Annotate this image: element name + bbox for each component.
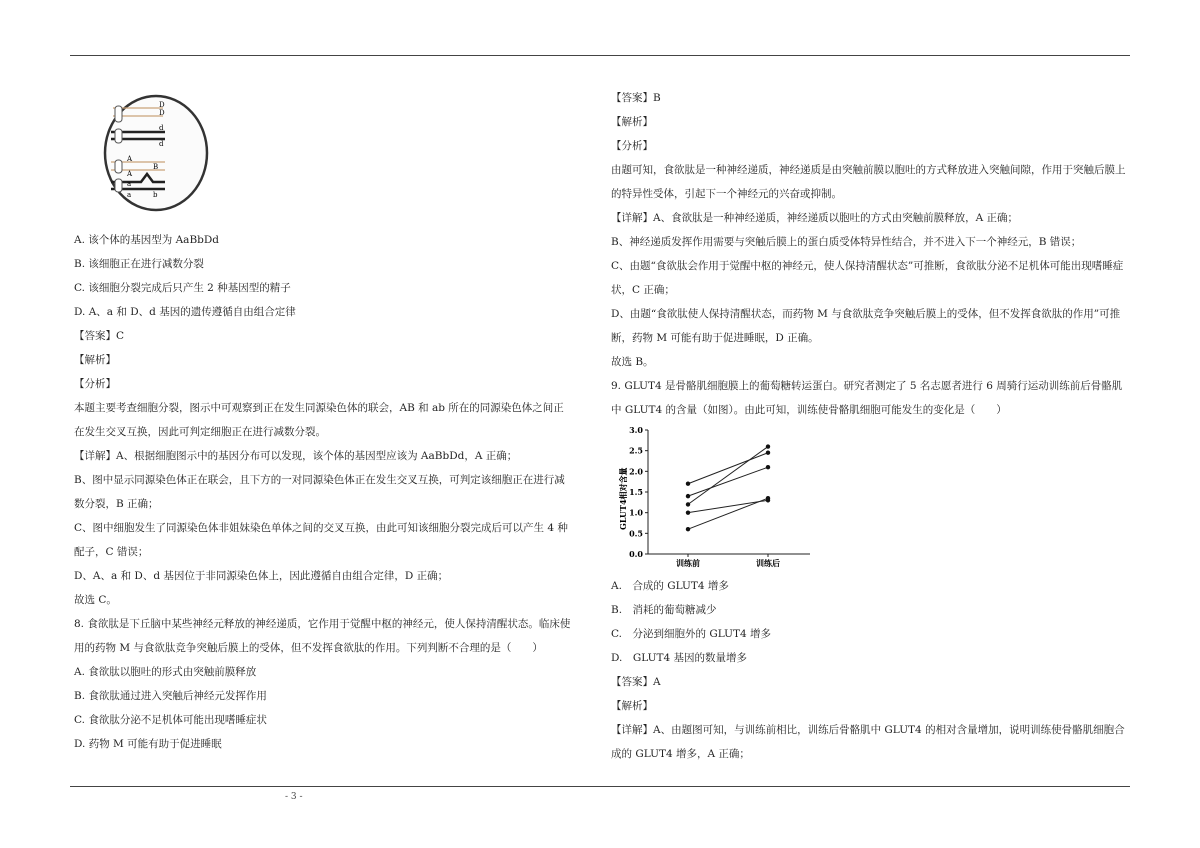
series-line <box>688 467 768 496</box>
gene-label: d <box>159 140 164 148</box>
option-c: C. 该细胞分裂完成后只产生 2 种基因型的精子 <box>74 282 291 294</box>
detail-c: C、图中细胞发生了同源染色体非姐妹染色单体之间的交叉互换，由此可知该细胞分裂完成后可以产生 4 种配子，C 错误； <box>74 522 568 558</box>
y-tick-label: 2.5 <box>629 445 643 456</box>
detail-d: D、A、a 和 D、d 基因位于非同源染色体上，因此遵循自由组合定律，D 正确； <box>74 570 449 582</box>
y-tick-label: 3.0 <box>629 425 643 435</box>
q8-conclusion: 故选 B。 <box>611 356 654 368</box>
conclusion: 故选 C。 <box>74 594 117 606</box>
series-line <box>688 447 768 505</box>
data-point <box>686 527 690 531</box>
series-line <box>688 498 768 529</box>
x-tick-label: 训练前 <box>676 558 700 568</box>
q9-option-d: D. GLUT4 基因的数量增多 <box>611 652 748 664</box>
gene-label: b <box>153 191 158 199</box>
detail-a: 【详解】A、根据细胞图示中的基因分布可以发现，该个体的基因型应该为 AaBbDd，A 正确； <box>74 450 518 462</box>
glut4-chart-svg <box>612 420 822 570</box>
gene-label: d <box>159 124 164 132</box>
q8-analysis-text: 由题可知，食欲肽是一种神经递质，神经递质是由突触前膜以胞吐的方式释放进入突触间隙，作用于突触后膜上的特异性受体，引起下一个神经元的兴奋或抑制。 <box>611 164 1126 200</box>
y-tick-label: 1.0 <box>629 507 643 518</box>
gene-label: D <box>159 109 165 117</box>
q8-option-b: B. 食欲肽通过进入突触后神经元发挥作用 <box>74 690 267 702</box>
page-number: - 3 - <box>285 792 303 802</box>
q8-detail-a: 【详解】A、食欲肽是一种神经递质，神经递质以胞吐的方式由突触前膜释放，A 正确； <box>611 212 1019 224</box>
series-line <box>688 453 768 484</box>
analysis-text: 本题主要考查细胞分裂，图示中可观察到正在发生同源染色体的联会，AB 和 ab 所在的同源染色体之间正在发生交叉互换，因此可判定细胞正在进行减数分裂。 <box>74 402 564 438</box>
glut4-chart <box>612 420 822 570</box>
y-tick-label: 0.0 <box>629 549 643 559</box>
q8-detail-d: D、由题“食欲肽使人保持清醒状态，而药物 M 与食欲肽竞争突触后膜上的受体，但不发挥食欲肽的作用”可推断，药物 M 可能有助于促进睡眠，D 正确。 <box>611 308 1121 344</box>
data-point <box>766 444 770 448</box>
left-column <box>74 228 574 756</box>
y-tick-label: 0.5 <box>629 528 643 539</box>
question-9: 9. GLUT4 是骨骼肌细胞膜上的葡萄糖转运蛋白。研究者测定了 5 名志愿者进行 6 周骑行运动训练前后骨骼肌中 GLUT4 的含量（如图）。由此可知，训练使骨骼肌细胞可能发生的变化是（ ） <box>611 380 1123 416</box>
right-column-top <box>611 86 1131 422</box>
gene-label: D <box>159 101 165 109</box>
q9-detail-a: 【详解】A、由题图可知，与训练前相比，训练后骨骼肌中 GLUT4 的相对含量增加，说明训练使骨骼肌细胞合成的 GLUT4 增多，A 正确； <box>611 724 1125 760</box>
answer: 【答案】C <box>74 330 125 342</box>
q9-option-b: B. 消耗的葡萄糖减少 <box>611 604 717 616</box>
analysis-subheading: 【分析】 <box>74 378 116 390</box>
option-b: B. 该细胞正在进行减数分裂 <box>74 258 204 270</box>
analysis-heading: 【解析】 <box>74 354 116 366</box>
gene-label: A <box>127 155 133 163</box>
data-point <box>766 451 770 455</box>
series-line <box>688 500 768 512</box>
gene-label: a <box>127 180 132 188</box>
q9-analysis-heading: 【解析】 <box>611 700 653 712</box>
data-point <box>766 465 770 469</box>
q8-analysis-subheading: 【分析】 <box>611 140 653 152</box>
q8-detail-c: C、由题“食欲肽会作用于觉醒中枢的神经元，使人保持清醒状态”可推断，食欲肽分泌不足机体可能出现嗜睡症状，C 正确； <box>611 260 1124 296</box>
q9-answer: 【答案】A <box>611 676 661 688</box>
y-tick-label: 1.5 <box>629 487 643 497</box>
y-axis-label: GLUT4相对含量 <box>618 467 628 530</box>
data-point <box>686 494 690 498</box>
q9-option-c: C. 分泌到细胞外的 GLUT4 增多 <box>611 628 771 640</box>
q8-option-d: D. 药物 M 可能有助于促进睡眠 <box>74 738 222 750</box>
q9-option-a: A. 合成的 GLUT4 增多 <box>611 580 729 592</box>
data-point <box>686 510 690 514</box>
option-d: D. A、a 和 D、d 基因的遗传遵循自由组合定律 <box>74 306 296 318</box>
y-tick-label: 2.0 <box>629 466 643 477</box>
q8-detail-b: B、神经递质发挥作用需要与突触后膜上的蛋白质受体特异性结合，并不进入下一个神经元，B 错误； <box>611 236 1082 248</box>
right-column-bottom <box>611 574 1131 766</box>
q8-option-a: A. 食欲肽以胞吐的形式由突触前膜释放 <box>74 666 257 678</box>
data-point <box>766 496 770 500</box>
x-tick-label: 训练后 <box>756 558 780 568</box>
question-8: 8. 食欲肽是下丘脑中某些神经元释放的神经递质，它作用于觉醒中枢的神经元，使人保持清醒状态。临床使用的药物 M 与食欲肽竞争突触后膜上的受体，但不发挥食欲肽的作用。下列判断不合理的是（ ） <box>74 618 571 654</box>
gene-label: B <box>153 163 159 171</box>
cell-division-figure <box>103 94 209 212</box>
q8-option-c: C. 食欲肽分泌不足机体可能出现嗜睡症状 <box>74 714 267 726</box>
option-a: A. 该个体的基因型为 AaBbDd <box>74 234 220 246</box>
header-rule <box>70 55 1130 56</box>
gene-label: a <box>127 191 132 199</box>
data-point <box>686 482 690 486</box>
footer-rule <box>70 786 1130 787</box>
q8-answer: 【答案】B <box>611 92 661 104</box>
data-point <box>686 502 690 506</box>
q8-analysis-heading: 【解析】 <box>611 116 653 128</box>
gene-label: A <box>127 170 133 178</box>
detail-b: B、图中显示同源染色体正在联会，且下方的一对同源染色体正在发生交叉互换，可判定该细胞正在进行减数分裂，B 正确； <box>74 474 565 510</box>
